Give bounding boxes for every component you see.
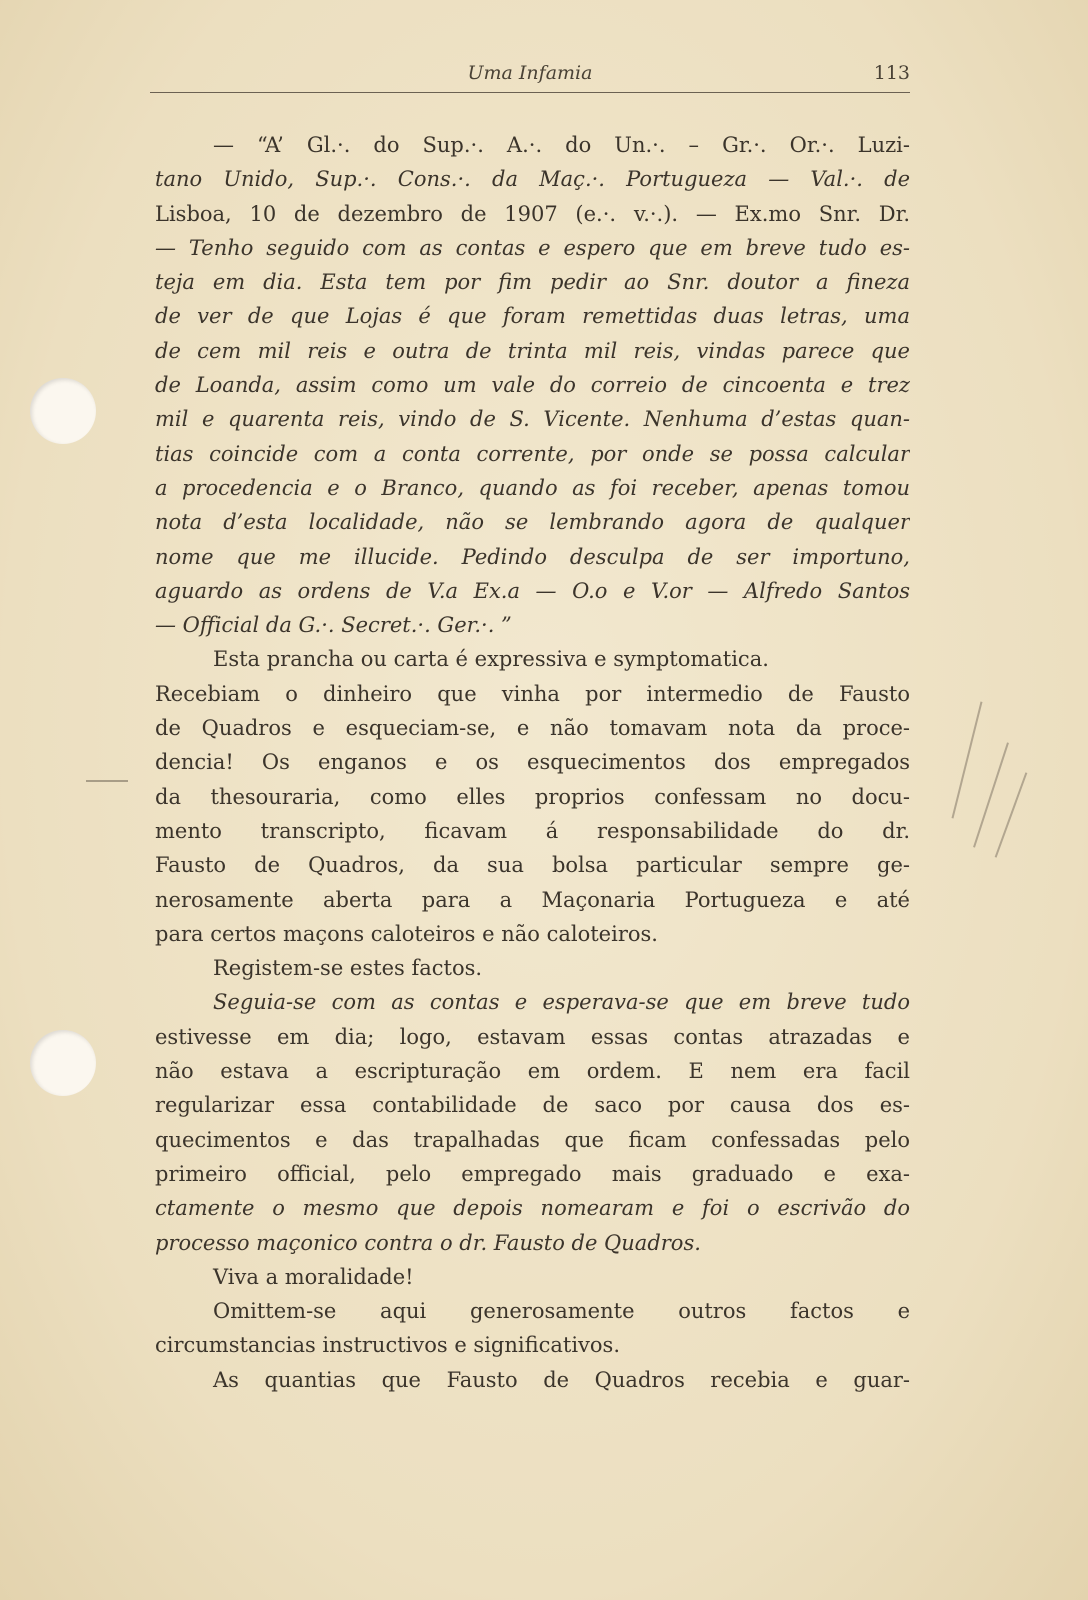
- text-line: Recebiam o dinheiro que vinha por intermedio de Fausto: [155, 681, 910, 706]
- margin-dash-mark: [86, 780, 128, 782]
- text-line: Omittem-se aqui generosamente outros factos e: [213, 1299, 910, 1324]
- text-line: de Quadros e esqueciam-se, e não tomavam nota da proce-: [155, 716, 910, 741]
- margin-pencil-mark: [995, 772, 1028, 857]
- text-line: teja em dia. Esta tem por fim pedir ao Snr. doutor a fineza: [155, 270, 910, 295]
- text-line: dencia! Os enganos e os esquecimentos dos empregados: [155, 750, 910, 775]
- text-line: As quantias que Fausto de Quadros recebia e guar-: [213, 1367, 910, 1392]
- margin-pencil-mark: [952, 702, 983, 819]
- text-line: Esta prancha ou carta é expressiva e symptomatica.: [213, 647, 769, 672]
- text-line: — Official da G.·. Secret.·. Ger.·. ”: [155, 613, 512, 638]
- paragraph: [155, 1294, 910, 1363]
- text-line: Seguia-se com as contas e esperava-se que em breve tudo: [213, 990, 910, 1015]
- text-line: não estava a escripturação em ordem. E nem era facil: [155, 1059, 910, 1084]
- text-line: aguardo as ordens de V.a Ex.a — O.o e V.or — Alfredo Santos: [155, 578, 910, 603]
- text-line: Registem-se estes factos.: [213, 956, 483, 981]
- text-line: mento transcripto, ficavam á responsabilidade do dr.: [155, 818, 910, 843]
- paragraph: [155, 951, 910, 985]
- paragraph: [155, 985, 910, 1259]
- text-line: nome que me illucide. Pedindo desculpa de ser importuno,: [155, 544, 910, 569]
- text-line: circumstancias instructivos e significativos.: [155, 1333, 621, 1358]
- text-line: mil e quarenta reis, vindo de S. Vicente. Nenhuma d’estas quan-: [155, 407, 910, 432]
- text-line: estivesse em dia; logo, estavam essas contas atrazadas e: [155, 1024, 910, 1049]
- text-line: da thesouraria, como elles proprios confessam no docu-: [155, 784, 910, 809]
- text-line: Viva a moralidade!: [213, 1264, 414, 1289]
- text-line: Lisboa, 10 de dezembro de 1907 (e.·. v.·.). — Ex.mo Snr. Dr.: [155, 201, 910, 226]
- paragraph: [155, 642, 910, 951]
- text-line: nerosamente aberta para a Maçonaria Portugueza e até: [155, 887, 910, 912]
- text-line: primeiro official, pelo empregado mais graduado e exa-: [155, 1161, 910, 1186]
- punch-hole-bottom: [30, 1030, 96, 1096]
- text-line: de Loanda, assim como um vale do correio de cincoenta e trez: [155, 373, 910, 398]
- text-line: tias coincide com a conta corrente, por onde se possa calcular: [155, 441, 910, 466]
- quoted-letter: [155, 128, 910, 642]
- text-line: — “A’ Gl.·. do Sup.·. A.·. do Un.·. – Gr.·. Or.·. Luzi-: [213, 133, 910, 157]
- text-line: nota d’esta localidade, não se lembrando agora de qualquer: [155, 510, 910, 535]
- page-header: [150, 60, 910, 88]
- text-line: de cem mil reis e outra de trinta mil reis, vindas parece que: [155, 338, 910, 363]
- text-line: — Tenho seguido com as contas e espero que em breve tudo es-: [155, 235, 910, 260]
- page-number: 113: [873, 62, 910, 84]
- paragraph: [155, 1260, 910, 1294]
- punch-hole-top: [30, 378, 96, 444]
- body-text: [155, 128, 910, 1397]
- header-rule: [150, 92, 910, 93]
- text-line: regularizar essa contabilidade de saco por causa dos es-: [155, 1093, 910, 1118]
- text-line: para certos maçons caloteiros e não caloteiros.: [155, 921, 658, 946]
- paragraph: [155, 1363, 910, 1397]
- running-title: Uma Infamia: [467, 62, 593, 84]
- text-line: tano Unido, Sup.·. Cons.·. da Maç.·. Portugueza — Val.·. de: [155, 167, 910, 192]
- text-line: a procedencia e o Branco, quando as foi receber, apenas tomou: [155, 475, 910, 500]
- text-line: quecimentos e das trapalhadas que ficam confessadas pelo: [155, 1127, 910, 1152]
- text-line: processo maçonico contra o dr. Fausto de Quadros.: [155, 1230, 701, 1255]
- text-line: de ver de que Lojas é que foram remettidas duas letras, uma: [155, 304, 910, 329]
- text-line: Fausto de Quadros, da sua bolsa particular sempre ge-: [155, 853, 910, 878]
- text-line: ctamente o mesmo que depois nomearam e foi o escrivão do: [155, 1196, 910, 1221]
